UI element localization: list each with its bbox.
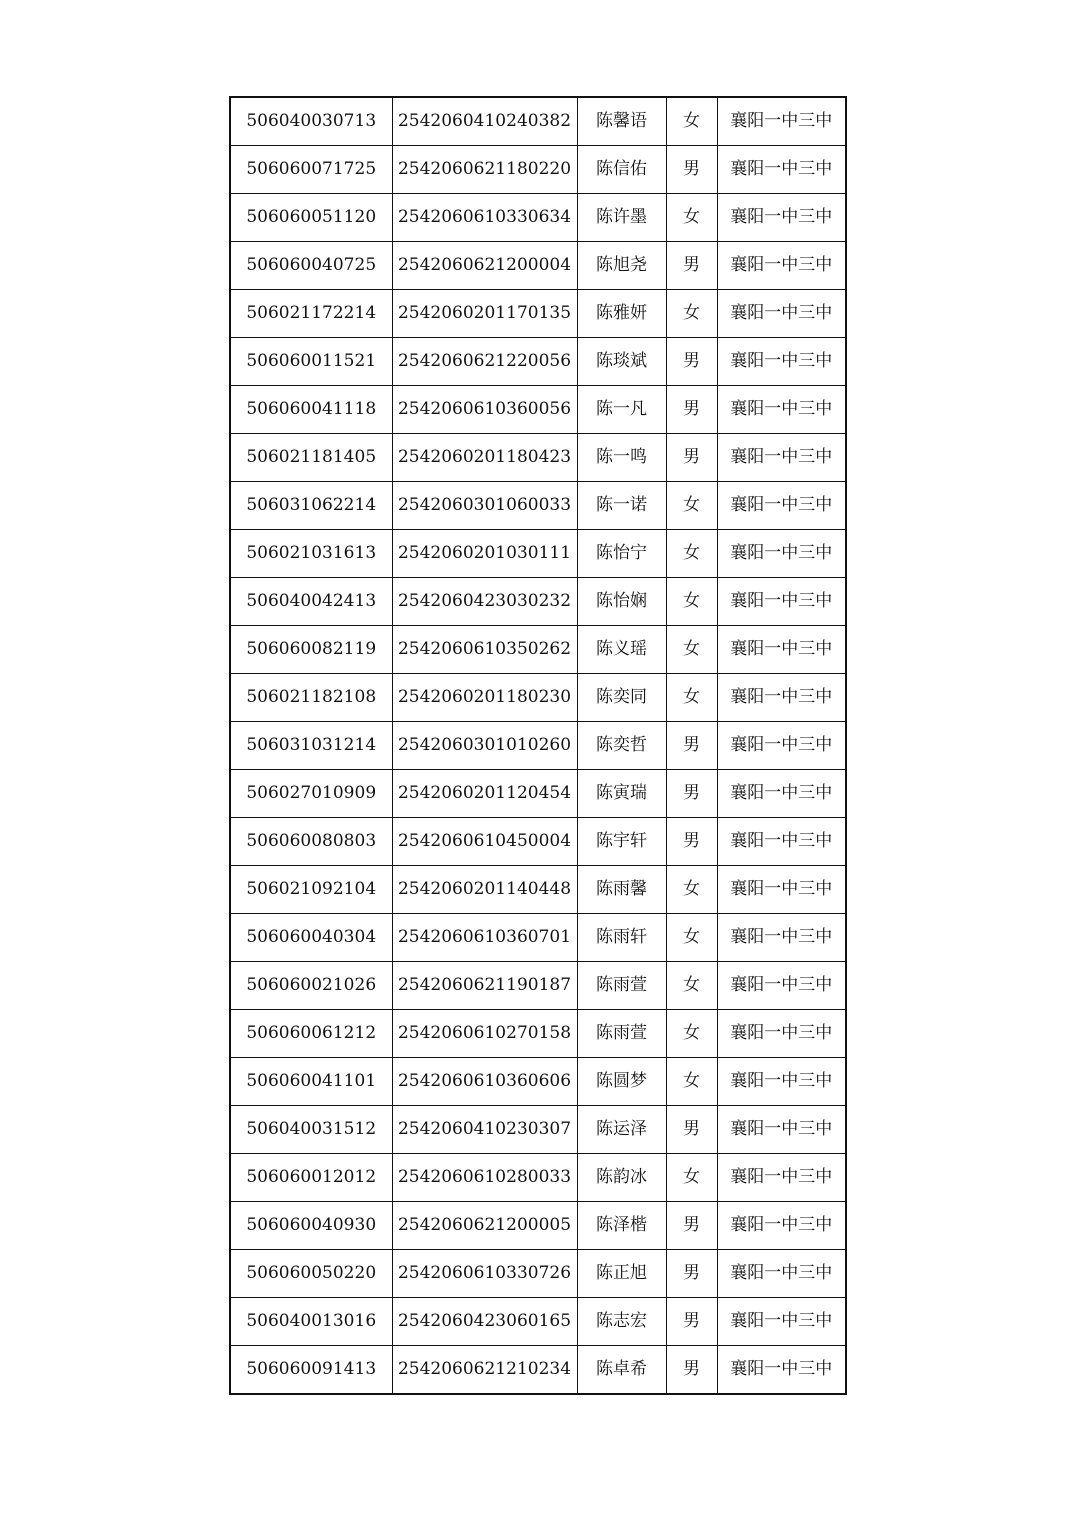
gender-cell: 男 [666, 434, 717, 482]
gender-cell: 男 [666, 1250, 717, 1298]
school-cell: 襄阳一中三中 [717, 1154, 846, 1202]
school-cell: 襄阳一中三中 [717, 578, 846, 626]
exam-number-cell: 506060050220 [230, 1250, 392, 1298]
school-cell: 襄阳一中三中 [717, 1346, 846, 1395]
gender-cell: 男 [666, 1298, 717, 1346]
registration-number-cell: 2542060610360701 [392, 914, 577, 962]
student-name-cell: 陈韵冰 [577, 1154, 666, 1202]
table-row [230, 674, 846, 722]
registration-number-cell: 2542060201180423 [392, 434, 577, 482]
student-name-cell: 陈旭尧 [577, 242, 666, 290]
exam-number-cell: 506060040930 [230, 1202, 392, 1250]
table-row [230, 194, 846, 242]
student-name-cell: 陈雨轩 [577, 914, 666, 962]
registration-number-cell: 2542060610360606 [392, 1058, 577, 1106]
student-name-cell: 陈奕同 [577, 674, 666, 722]
table-row [230, 97, 846, 146]
student-name-cell: 陈一诺 [577, 482, 666, 530]
table-row [230, 338, 846, 386]
table-row [230, 290, 846, 338]
gender-cell: 男 [666, 242, 717, 290]
table-row [230, 866, 846, 914]
school-cell: 襄阳一中三中 [717, 626, 846, 674]
registration-number-cell: 2542060621210234 [392, 1346, 577, 1395]
gender-cell: 女 [666, 626, 717, 674]
student-name-cell: 陈一鸣 [577, 434, 666, 482]
school-cell: 襄阳一中三中 [717, 962, 846, 1010]
student-name-cell: 陈怡宁 [577, 530, 666, 578]
registration-number-cell: 2542060410240382 [392, 97, 577, 146]
school-cell: 襄阳一中三中 [717, 914, 846, 962]
student-name-cell: 陈馨语 [577, 97, 666, 146]
school-cell: 襄阳一中三中 [717, 146, 846, 194]
roster-body [230, 97, 846, 1394]
gender-cell: 女 [666, 1154, 717, 1202]
exam-number-cell: 506060071725 [230, 146, 392, 194]
exam-number-cell: 506031031214 [230, 722, 392, 770]
registration-number-cell: 2542060621220056 [392, 338, 577, 386]
school-cell: 襄阳一中三中 [717, 194, 846, 242]
table-row [230, 482, 846, 530]
student-name-cell: 陈雨萱 [577, 1010, 666, 1058]
student-name-cell: 陈雨馨 [577, 866, 666, 914]
registration-number-cell: 2542060201170135 [392, 290, 577, 338]
student-name-cell: 陈卓希 [577, 1346, 666, 1395]
school-cell: 襄阳一中三中 [717, 1298, 846, 1346]
exam-number-cell: 506060040725 [230, 242, 392, 290]
school-cell: 襄阳一中三中 [717, 482, 846, 530]
exam-number-cell: 506060040304 [230, 914, 392, 962]
exam-number-cell: 506060061212 [230, 1010, 392, 1058]
registration-number-cell: 2542060423060165 [392, 1298, 577, 1346]
registration-number-cell: 2542060423030232 [392, 578, 577, 626]
school-cell: 襄阳一中三中 [717, 1202, 846, 1250]
registration-number-cell: 2542060201180230 [392, 674, 577, 722]
gender-cell: 女 [666, 290, 717, 338]
exam-number-cell: 506021031613 [230, 530, 392, 578]
student-name-cell: 陈运泽 [577, 1106, 666, 1154]
school-cell: 襄阳一中三中 [717, 1106, 846, 1154]
school-cell: 襄阳一中三中 [717, 674, 846, 722]
registration-number-cell: 2542060621180220 [392, 146, 577, 194]
registration-number-cell: 2542060201120454 [392, 770, 577, 818]
registration-number-cell: 2542060610450004 [392, 818, 577, 866]
gender-cell: 男 [666, 722, 717, 770]
table-row [230, 242, 846, 290]
table-row [230, 1202, 846, 1250]
table-row [230, 962, 846, 1010]
table-row [230, 1106, 846, 1154]
gender-cell: 男 [666, 818, 717, 866]
registration-number-cell: 2542060201030111 [392, 530, 577, 578]
student-name-cell: 陈正旭 [577, 1250, 666, 1298]
registration-number-cell: 2542060610270158 [392, 1010, 577, 1058]
gender-cell: 男 [666, 1346, 717, 1395]
school-cell: 襄阳一中三中 [717, 290, 846, 338]
exam-number-cell: 506021181405 [230, 434, 392, 482]
table-row [230, 578, 846, 626]
table-row [230, 1250, 846, 1298]
school-cell: 襄阳一中三中 [717, 1010, 846, 1058]
exam-number-cell: 506040031512 [230, 1106, 392, 1154]
exam-number-cell: 506060051120 [230, 194, 392, 242]
table-row [230, 530, 846, 578]
student-name-cell: 陈泽楷 [577, 1202, 666, 1250]
exam-number-cell: 506021182108 [230, 674, 392, 722]
school-cell: 襄阳一中三中 [717, 97, 846, 146]
exam-number-cell: 506060011521 [230, 338, 392, 386]
exam-number-cell: 506060012012 [230, 1154, 392, 1202]
table-row [230, 146, 846, 194]
student-name-cell: 陈义瑶 [577, 626, 666, 674]
gender-cell: 男 [666, 1106, 717, 1154]
exam-number-cell: 506027010909 [230, 770, 392, 818]
exam-number-cell: 506031062214 [230, 482, 392, 530]
gender-cell: 男 [666, 1202, 717, 1250]
table-row [230, 722, 846, 770]
registration-number-cell: 2542060410230307 [392, 1106, 577, 1154]
student-name-cell: 陈雨萱 [577, 962, 666, 1010]
registration-number-cell: 2542060301060033 [392, 482, 577, 530]
gender-cell: 男 [666, 770, 717, 818]
gender-cell: 女 [666, 194, 717, 242]
exam-number-cell: 506040030713 [230, 97, 392, 146]
registration-number-cell: 2542060201140448 [392, 866, 577, 914]
student-name-cell: 陈怡娴 [577, 578, 666, 626]
school-cell: 襄阳一中三中 [717, 242, 846, 290]
registration-number-cell: 2542060621200005 [392, 1202, 577, 1250]
gender-cell: 女 [666, 97, 717, 146]
gender-cell: 男 [666, 146, 717, 194]
exam-number-cell: 506060091413 [230, 1346, 392, 1395]
student-name-cell: 陈琰斌 [577, 338, 666, 386]
table-row [230, 434, 846, 482]
gender-cell: 女 [666, 1010, 717, 1058]
gender-cell: 女 [666, 1058, 717, 1106]
school-cell: 襄阳一中三中 [717, 770, 846, 818]
exam-number-cell: 506060082119 [230, 626, 392, 674]
student-name-cell: 陈许墨 [577, 194, 666, 242]
registration-number-cell: 2542060621200004 [392, 242, 577, 290]
table-row [230, 914, 846, 962]
gender-cell: 男 [666, 338, 717, 386]
registration-number-cell: 2542060610330634 [392, 194, 577, 242]
registration-number-cell: 2542060301010260 [392, 722, 577, 770]
table-row [230, 1010, 846, 1058]
school-cell: 襄阳一中三中 [717, 434, 846, 482]
gender-cell: 女 [666, 530, 717, 578]
exam-number-cell: 506021172214 [230, 290, 392, 338]
student-name-cell: 陈雅妍 [577, 290, 666, 338]
exam-number-cell: 506021092104 [230, 866, 392, 914]
registration-number-cell: 2542060610280033 [392, 1154, 577, 1202]
school-cell: 襄阳一中三中 [717, 1250, 846, 1298]
exam-number-cell: 506060080803 [230, 818, 392, 866]
student-name-cell: 陈寅瑞 [577, 770, 666, 818]
school-cell: 襄阳一中三中 [717, 866, 846, 914]
table-row [230, 770, 846, 818]
exam-number-cell: 506060021026 [230, 962, 392, 1010]
table-row [230, 1058, 846, 1106]
registration-number-cell: 2542060610350262 [392, 626, 577, 674]
school-cell: 襄阳一中三中 [717, 1058, 846, 1106]
gender-cell: 女 [666, 914, 717, 962]
table-row [230, 1154, 846, 1202]
exam-number-cell: 506060041101 [230, 1058, 392, 1106]
school-cell: 襄阳一中三中 [717, 386, 846, 434]
gender-cell: 男 [666, 386, 717, 434]
table-row [230, 818, 846, 866]
gender-cell: 女 [666, 866, 717, 914]
table-row [230, 626, 846, 674]
registration-number-cell: 2542060610360056 [392, 386, 577, 434]
student-name-cell: 陈圆梦 [577, 1058, 666, 1106]
exam-number-cell: 506040042413 [230, 578, 392, 626]
student-name-cell: 陈志宏 [577, 1298, 666, 1346]
registration-number-cell: 2542060621190187 [392, 962, 577, 1010]
exam-number-cell: 506040013016 [230, 1298, 392, 1346]
table-row [230, 1298, 846, 1346]
school-cell: 襄阳一中三中 [717, 530, 846, 578]
school-cell: 襄阳一中三中 [717, 722, 846, 770]
school-cell: 襄阳一中三中 [717, 818, 846, 866]
registration-number-cell: 2542060610330726 [392, 1250, 577, 1298]
gender-cell: 女 [666, 962, 717, 1010]
exam-number-cell: 506060041118 [230, 386, 392, 434]
student-name-cell: 陈信佑 [577, 146, 666, 194]
table-row [230, 1346, 846, 1395]
student-name-cell: 陈一凡 [577, 386, 666, 434]
student-name-cell: 陈奕哲 [577, 722, 666, 770]
gender-cell: 女 [666, 578, 717, 626]
gender-cell: 女 [666, 482, 717, 530]
student-roster-table [229, 96, 847, 1395]
gender-cell: 女 [666, 674, 717, 722]
school-cell: 襄阳一中三中 [717, 338, 846, 386]
student-name-cell: 陈宇轩 [577, 818, 666, 866]
table-row [230, 386, 846, 434]
